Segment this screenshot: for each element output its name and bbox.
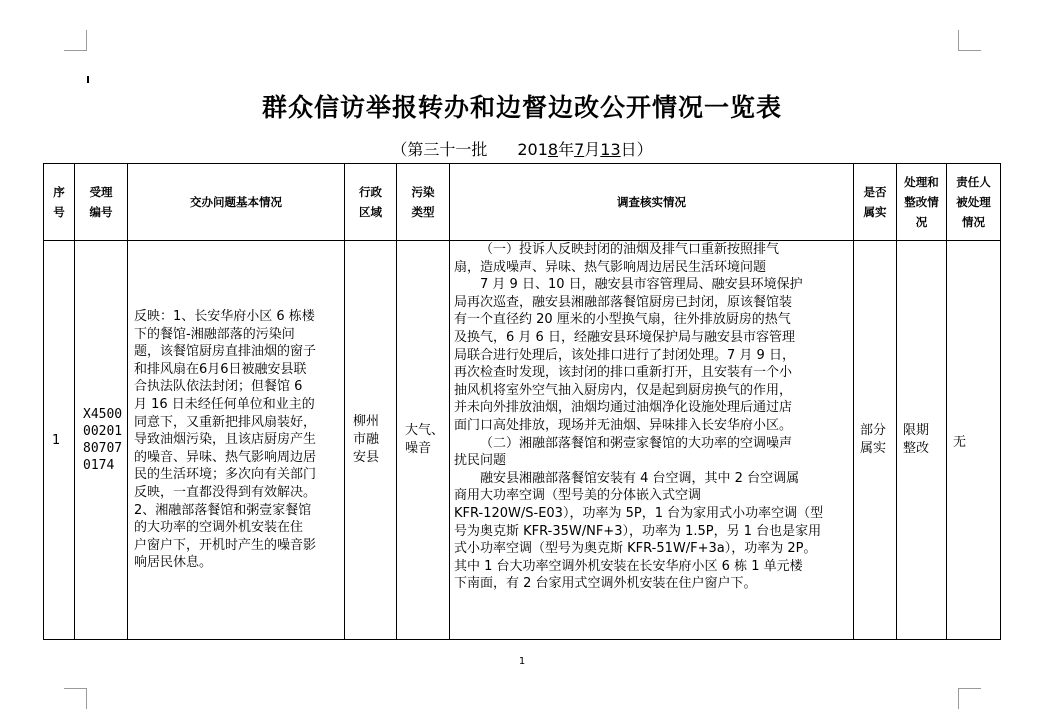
- crop-mark-top-right: [958, 30, 981, 51]
- header-verified: 是否 属实: [854, 164, 897, 241]
- complaints-table: [43, 163, 1001, 640]
- subtitle-year-prefix: 201: [517, 140, 548, 159]
- subtitle-day: 13: [600, 140, 621, 159]
- header-seq: 序 号: [44, 164, 75, 241]
- crop-mark-bottom-right: [958, 688, 981, 709]
- subtitle-batch: （第三十一批: [391, 140, 488, 159]
- cell-investigation: （一）投诉人反映封闭的油烟及排气口重新按照排气 扇，造成噪声、异味、热气影响周边居民生活环境问题 7 月 9 日、10 日，融安县市容管理局、融安县环境保护 局再次巡查，融安县湘融部落餐馆厨房已封闭，原该餐馆装 有一个直径约 20 厘米的小型换气扇，往外排放厨房的热气 及换气，6 月 6 日，经融安县环境保护局与融安县市容管理 局联合进行处理后，该处排口进行了封闭处理。7 月 9 日， 再次检查时发现，该封闭的排口重新打开，且安装有一个小 抽风机将室外空气抽入厨房内，仅是起到厨房换气的作用， 并未向外排放油烟，油烟均通过油烟净化设施处理后通过店 面门口高处排放，现场并无油烟、异味排入长安华府小区。 （二）湘融部落餐馆和粥壹家餐馆的大功率的空调噪声 扰民问题 融安县湘融部落餐馆安装有 4 台空调，其中 2 台空调属 商用大功率空调（型号美的分体嵌入式空调 KFR-120W/S-E03），功率为 5P，1 台为家用式小功率空调（型 号为奥克斯 KFR-35W/NF+3），功率为 1.5P，另 1 台也是家用 式小功率空调（型号为奥克斯 KFR-51W/F+3a），功率为 2P。 其中 1 台大功率空调外机安装在长安华府小区 6 栋 1 单元楼 下南面，有 2 台家用式空调外机安装在住户窗户下。: [450, 241, 854, 640]
- subtitle-year-unit: 年: [558, 140, 575, 159]
- cell-handling: 限期 整改: [897, 241, 947, 640]
- subtitle-month: 7: [574, 140, 585, 159]
- header-handling: 处理和 整改情 况: [897, 164, 947, 241]
- cell-responsible: 无: [947, 241, 1001, 640]
- cell-region: 柳州 市融 安县: [345, 241, 397, 640]
- table-header-row: [44, 164, 1001, 241]
- subtitle-day-unit: 日）: [620, 140, 653, 159]
- document-subtitle: [0, 140, 1044, 160]
- text-cursor-mark: [87, 76, 89, 83]
- header-responsible: 责任人 被处理 情况: [947, 164, 1001, 241]
- header-investigation: 调查核实情况: [450, 164, 854, 241]
- cell-pollution-type: 大气、 噪音: [397, 241, 450, 640]
- subtitle-month-unit: 月: [584, 140, 601, 159]
- document-title: 群众信访举报转办和边督边改公开情况一览表: [261, 93, 782, 122]
- crop-mark-top-left: [64, 30, 87, 51]
- header-pollution-type: 污染 类型: [397, 164, 450, 241]
- cell-seq: 1: [44, 241, 75, 640]
- header-summary: 交办问题基本情况: [128, 164, 345, 241]
- cell-id: X4500 00201 80707 0174: [75, 241, 128, 640]
- cell-verified: 部分 属实: [854, 241, 897, 640]
- header-region: 行政 区域: [345, 164, 397, 241]
- table-row: [44, 241, 1001, 640]
- header-id: 受理 编号: [75, 164, 128, 241]
- subtitle-year-digit: 8: [547, 140, 559, 159]
- crop-mark-bottom-left: [64, 688, 87, 709]
- cell-summary: 反映：1、长安华府小区 6 栋楼 下的餐馆-湘融部落的污染问 题，该餐馆厨房直排油烟的窗子 和排风扇在6月6日被融安县联 合执法队依法封闭；但餐馆 6 月 16 日未经任何单位和业主的 同意下，又重新把排风扇装好， 导致油烟污染，且该店厨房产生 的噪音、异味、热气影响周边居 民的生活环境；多次向有关部门 反映，一直都没得到有效解决。 2、湘融部落餐馆和粥壹家餐馆 的大功率的空调外机安装在住 户窗户下，开机时产生的噪音影 响居民休息。: [128, 241, 345, 640]
- page-number: 1: [518, 656, 526, 667]
